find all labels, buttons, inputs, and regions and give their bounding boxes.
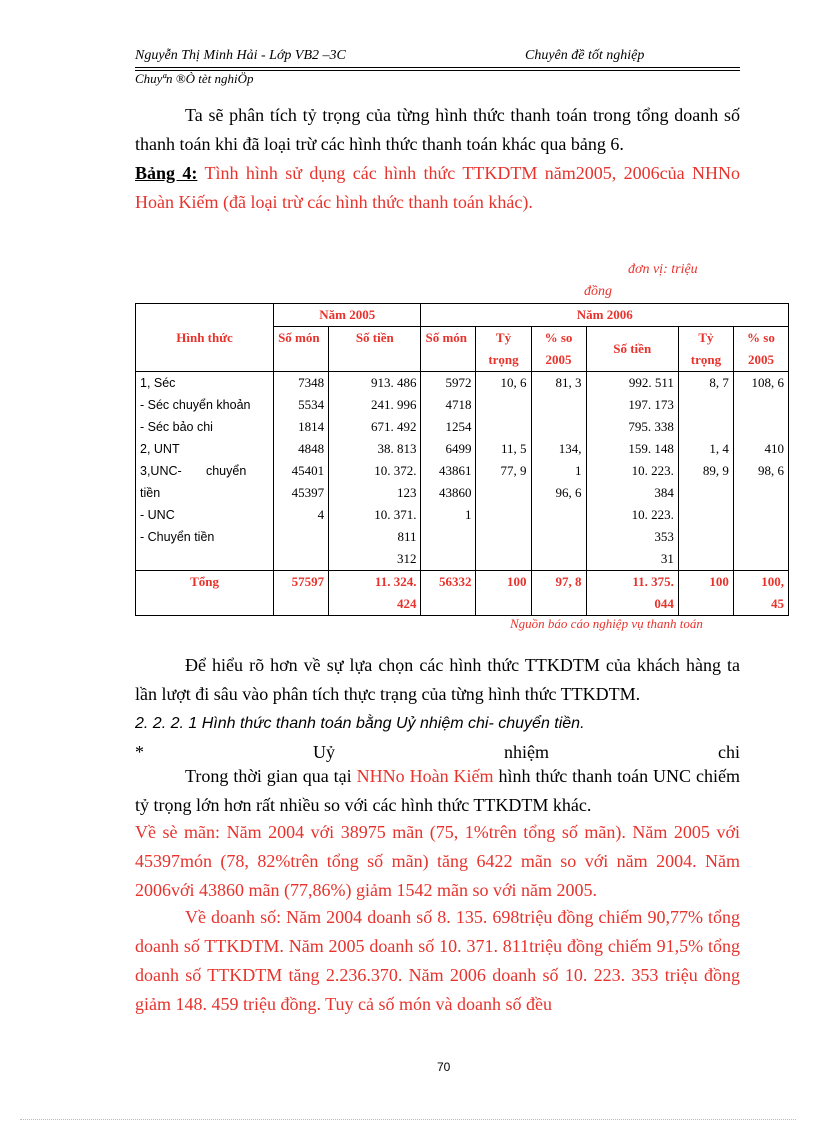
- so-tien-2005-header: Số tiền: [329, 327, 421, 372]
- table-source: Nguồn báo cáo nghiệp vụ thanh toán: [510, 616, 703, 631]
- value: 81, 3: [555, 375, 582, 390]
- value: 1: [575, 463, 582, 478]
- value: 89, 9: [702, 463, 729, 478]
- bullet-word: chi: [718, 742, 740, 762]
- value: 10. 223.: [631, 463, 674, 478]
- value: 410: [764, 441, 784, 456]
- form-item: 1, Séc: [140, 376, 176, 390]
- highlight: NHNo Hoàn Kiếm: [356, 766, 494, 786]
- pct-2005b-header: % so 2005: [733, 327, 788, 372]
- total-mon-2006: 56332: [421, 571, 476, 616]
- total-ty-2006b: 100: [678, 571, 733, 616]
- value: 197. 173: [628, 397, 674, 412]
- bullet-star: *: [135, 742, 144, 762]
- total-ty-2006: 100: [476, 571, 531, 616]
- value: 1, 4: [709, 441, 729, 456]
- ty-trong-2006-cell: [476, 372, 531, 571]
- value: 45: [771, 596, 784, 611]
- value: 123: [396, 485, 417, 500]
- value: 384: [654, 485, 674, 500]
- value: 7348: [298, 375, 325, 390]
- value: 811: [397, 529, 417, 544]
- data-row: [136, 372, 789, 571]
- header-rule: [135, 67, 740, 68]
- table-caption-label: Bảng 4:: [135, 163, 198, 183]
- ty-trong-2006-header: Tỷ trọng: [476, 327, 531, 372]
- header-subtitle: Chuyªn ®Ò tèt nghiÖp: [135, 71, 254, 86]
- form-item: - Chuyển tiền: [140, 530, 215, 544]
- paragraph-2: [135, 762, 740, 820]
- value: 4718: [445, 397, 472, 412]
- total-pct-2006b: [733, 571, 788, 616]
- value: 424: [396, 596, 417, 611]
- value: 11. 324.: [374, 574, 417, 589]
- form-item: 3,UNC- chuyển: [140, 464, 247, 478]
- value: 1254: [445, 419, 472, 434]
- total-pct-2006: 97, 8: [531, 571, 586, 616]
- header-author: Nguyễn Thị Minh Hải - Lớp VB2 –3C: [135, 48, 346, 63]
- value: 100,: [761, 574, 784, 589]
- header-topic: Chuyên đề tốt nghiệp: [525, 48, 645, 63]
- value: 108, 6: [751, 375, 784, 390]
- year-2005-header: Năm 2005: [274, 304, 421, 327]
- value: 10, 6: [500, 375, 527, 390]
- value: 1814: [298, 419, 325, 434]
- value: 10. 371.: [374, 507, 417, 522]
- value: 31: [660, 551, 674, 566]
- value: 1: [464, 507, 472, 522]
- value: 992. 511: [628, 375, 674, 390]
- form-item: tiền: [140, 486, 161, 500]
- total-mon-2005: 57597: [274, 571, 329, 616]
- value: 45397: [291, 485, 325, 500]
- value: 795. 338: [628, 419, 674, 434]
- intro-paragraph: Ta sẽ phân tích tỷ trọng của từng hình thức thanh toán trong tổng doanh số thanh toán khi đã loại trừ các hình thức thanh toán khác qua bảng 6.: [135, 105, 740, 154]
- bullet-word: Uỷ: [313, 742, 335, 762]
- value: 6499: [445, 441, 472, 456]
- unit-label-2: đồng: [584, 284, 612, 299]
- pct-2005-cell: [531, 372, 586, 571]
- value: 671. 492: [370, 419, 417, 434]
- page-number: 70: [437, 1060, 451, 1074]
- value: 312: [396, 551, 417, 566]
- value: 45401: [291, 463, 325, 478]
- total-row: [136, 571, 789, 616]
- value: 43861: [438, 463, 472, 478]
- total-tien-2005: [329, 571, 421, 616]
- paragraph-1: Để hiểu rõ hơn về sự lựa chọn các hình thức TTKDTM của khách hàng ta lần lượt đi sâu vào phân tích thực trạng của từng hình thức TTKDTM.: [135, 655, 740, 704]
- value: 10. 223.: [631, 507, 674, 522]
- value: 98, 6: [758, 463, 784, 478]
- value: 913. 486: [370, 375, 417, 390]
- value: 8, 7: [709, 375, 729, 390]
- table-caption: [135, 159, 740, 217]
- value: 044: [654, 596, 674, 611]
- footer-rule: [20, 1119, 796, 1120]
- form-item: - Séc chuyển khoản: [140, 398, 251, 412]
- total-tien-2006: [586, 571, 678, 616]
- value: 4: [317, 507, 325, 522]
- year-2006-header: Năm 2006: [421, 304, 789, 327]
- so-mon-2005-cell: [274, 372, 329, 571]
- value: 10. 372.: [374, 463, 417, 478]
- table-caption-text: Tình hình sử dụng các hình thức TTKDTM năm2005, 2006của NHNo Hoàn Kiếm (đã loại trừ các hình thức thanh toán khác).: [135, 163, 740, 212]
- value: 11, 5: [500, 441, 527, 456]
- ty-trong-2006b-cell: [678, 372, 733, 571]
- value: 77, 9: [500, 463, 527, 478]
- so-mon-2006-header: Số món: [421, 327, 476, 372]
- value: 5534: [298, 397, 325, 412]
- value: 4848: [298, 441, 325, 456]
- section-heading: 2. 2. 2. 1 Hình thức thanh toán bằng Uỷ nhiệm chi- chuyển tiền.: [135, 715, 585, 732]
- pct-2005b-cell: [733, 372, 788, 571]
- bullet-word: nhiệm: [504, 742, 549, 762]
- value: 11. 375.: [632, 574, 674, 589]
- value: 134,: [558, 441, 582, 456]
- value: 241. 996: [370, 397, 417, 412]
- pct-2005-header: % so 2005: [531, 327, 586, 372]
- paragraph-4: Về doanh số: Năm 2004 doanh số 8. 135. 698triệu đồng chiếm 90,77% tổng doanh số TTKDTM. Năm 2005 doanh số 10. 371. 811triệu đồng chiếm 91,5% tổng doanh số TTKDTM tăng 2.236.370. Năm 2006 doanh số 10. 223. 353 triệu đồng giảm 148. 459 triệu đồng. Tuy cả số món và doanh số đều: [135, 907, 740, 1014]
- so-mon-2005-header: Số món: [274, 327, 329, 372]
- form-item: - UNC: [140, 508, 175, 522]
- unit-label: đơn vị: triệu: [628, 262, 698, 277]
- so-tien-2005-cell: [329, 372, 421, 571]
- so-tien-2006-cell: [586, 372, 678, 571]
- ty-trong-2006b-header: Tỷ trọng: [678, 327, 733, 372]
- value: 5972: [445, 375, 472, 390]
- so-mon-2006-cell: [421, 372, 476, 571]
- value: 159. 148: [628, 441, 674, 456]
- value: 96, 6: [555, 485, 582, 500]
- form-item: - Séc bảo chi: [140, 420, 213, 434]
- value: 38. 813: [377, 441, 417, 456]
- so-tien-2006-header: Số tiền: [586, 327, 678, 372]
- payment-table: [135, 303, 789, 616]
- form-item: 2, UNT: [140, 442, 180, 456]
- form-cell: [136, 372, 274, 571]
- text: hình thức thanh toán UNC chiếm tỷ trọng lớn hơn rất nhiều so với các hình thức TTKDTM khác.: [135, 766, 740, 815]
- paragraph-3: Về sè mãn: Năm 2004 với 38975 mãn (75, 1%trên tổng số mãn). Năm 2005 với 45397món (78, 82%trên tổng số mãn) tăng 6422 mãn so với năm 2004. Năm 2006với 43860 mãn (77,86%) giảm 1542 mãn so với năm 2005.: [135, 822, 740, 900]
- value: 353: [654, 529, 674, 544]
- value: 43860: [438, 485, 472, 500]
- text: Trong thời gian qua tại: [185, 766, 357, 786]
- col-form-header: Hình thức: [136, 304, 274, 372]
- total-label: Tổng: [136, 571, 274, 616]
